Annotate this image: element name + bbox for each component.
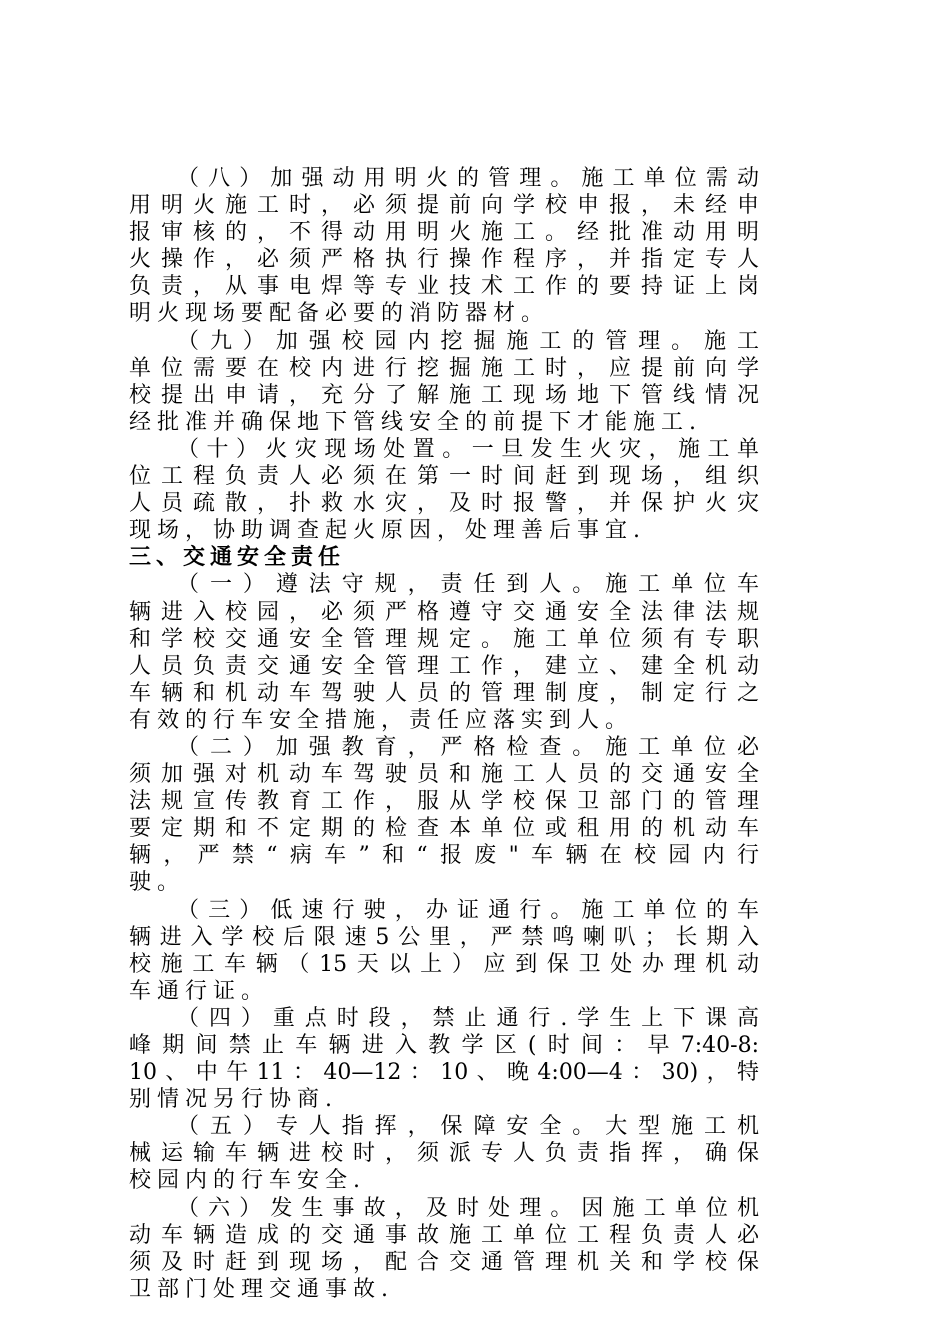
paragraph-line: （十）火灾现场处置。一旦发生火灾，施工单 bbox=[177, 436, 759, 462]
paragraph-line: 明火现场要配备必要的消防器材。 bbox=[129, 301, 550, 327]
paragraph-line: 人员疏散，扑救水灾，及时报警，并保护火灾 bbox=[129, 491, 759, 517]
paragraph bbox=[129, 1195, 759, 1303]
paragraph-line: 位工程负责人必须在第一时间赶到现场，组织 bbox=[129, 464, 759, 490]
paragraph-line: （四）重点时段，禁止通行.学生上下课高 bbox=[177, 1005, 759, 1031]
paragraph bbox=[129, 571, 759, 734]
paragraph bbox=[129, 165, 759, 328]
paragraph-line: 现场，协助调查起火原因，处理善后事宜. bbox=[129, 518, 646, 544]
paragraph-line: 车通行证。 bbox=[129, 978, 270, 1004]
paragraph-line: 有效的行车安全措施，责任应落实到人。 bbox=[129, 707, 634, 733]
paragraph-line: （五）专人指挥，保障安全。大型施工机 bbox=[177, 1114, 759, 1140]
paragraph-line: 辆进入学校后限速5公里，严禁鸣喇叭；长期入 bbox=[129, 924, 759, 950]
paragraph bbox=[129, 734, 759, 897]
paragraph-line: （二）加强教育，严格检查。施工单位必 bbox=[177, 734, 759, 760]
paragraph-line: 单位需要在校内进行挖掘施工时，应提前向学 bbox=[129, 355, 759, 381]
paragraph-line: 别情况另行协商. bbox=[129, 1087, 338, 1113]
document-body bbox=[129, 165, 759, 1303]
paragraph-line: 须加强对机动车驾驶员和施工人员的交通安全 bbox=[129, 762, 759, 788]
paragraph-line: 和学校交通安全管理规定。施工单位须有专职 bbox=[129, 626, 759, 652]
paragraph-line: 火操作，必须严格执行操作程序，并指定专人 bbox=[129, 247, 759, 273]
paragraph-line: 经批准并确保地下管线安全的前提下才能施工. bbox=[129, 409, 702, 435]
paragraph-line: 要定期和不定期的检查本单位或租用的机动车 bbox=[129, 816, 759, 842]
paragraph-line: 动车辆造成的交通事故施工单位工程负责人必 bbox=[129, 1222, 759, 1248]
paragraph-line: 械运输车辆进校时，须派专人负责指挥，确保 bbox=[129, 1141, 759, 1167]
paragraph-line: 校提出申请，充分了解施工现场地下管线情况 bbox=[129, 382, 759, 408]
paragraph-line: 负责，从事电焊等专业技术工作的要持证上岗 bbox=[129, 274, 759, 300]
paragraph-line: 用明火施工时，必须提前向学校申报，未经申 bbox=[129, 193, 759, 219]
paragraph-line: 法规宣传教育工作，服从学校保卫部门的管理 bbox=[129, 789, 759, 815]
paragraph-line: （三）低速行驶，办证通行。施工单位的车 bbox=[177, 897, 759, 923]
paragraph bbox=[129, 1113, 759, 1194]
paragraph-line: 驶。 bbox=[129, 870, 186, 896]
paragraph-line: 校园内的行车安全. bbox=[129, 1168, 366, 1194]
paragraph-line: （一）遵法守规，责任到人。施工单位车 bbox=[177, 572, 759, 598]
paragraph-line: 10、中午11：40—12：10、晚4:00—4：30)，特 bbox=[129, 1060, 759, 1086]
paragraph-line: （六）发生事故，及时处理。因施工单位机 bbox=[177, 1195, 759, 1221]
paragraph bbox=[129, 1005, 759, 1113]
paragraph-line: 须及时赶到现场，配合交通管理机关和学校保 bbox=[129, 1249, 759, 1275]
paragraph-line: 校施工车辆（15天以上）应到保卫处办理机动 bbox=[129, 951, 759, 977]
paragraph-line: 辆进入校园，必须严格遵守交通安全法律法规 bbox=[129, 599, 759, 625]
paragraph bbox=[129, 328, 759, 436]
paragraph-line: 人员负责交通安全管理工作，建立、建全机动 bbox=[129, 653, 759, 679]
paragraph-line: （九）加强校园内挖掘施工的管理。施工 bbox=[177, 328, 759, 354]
paragraph bbox=[129, 897, 759, 1005]
section-heading: 三、交通安全责任 bbox=[129, 544, 346, 571]
paragraph-line: 报审核的，不得动用明火施工。经批准动用明 bbox=[129, 220, 759, 246]
paragraph bbox=[129, 436, 759, 544]
paragraph-line: 车辆和机动车驾驶人员的管理制度，制定行之 bbox=[129, 680, 759, 706]
paragraph-line: 峰期间禁止车辆进入教学区(时间：早7:40-8: bbox=[129, 1033, 759, 1058]
paragraph-line: 辆，严禁“病车”和“报废"车辆在校园内行 bbox=[129, 843, 759, 869]
paragraph-line: 卫部门处理交通事故. bbox=[129, 1276, 394, 1302]
paragraph-line: （八）加强动用明火的管理。施工单位需动 bbox=[177, 166, 759, 191]
